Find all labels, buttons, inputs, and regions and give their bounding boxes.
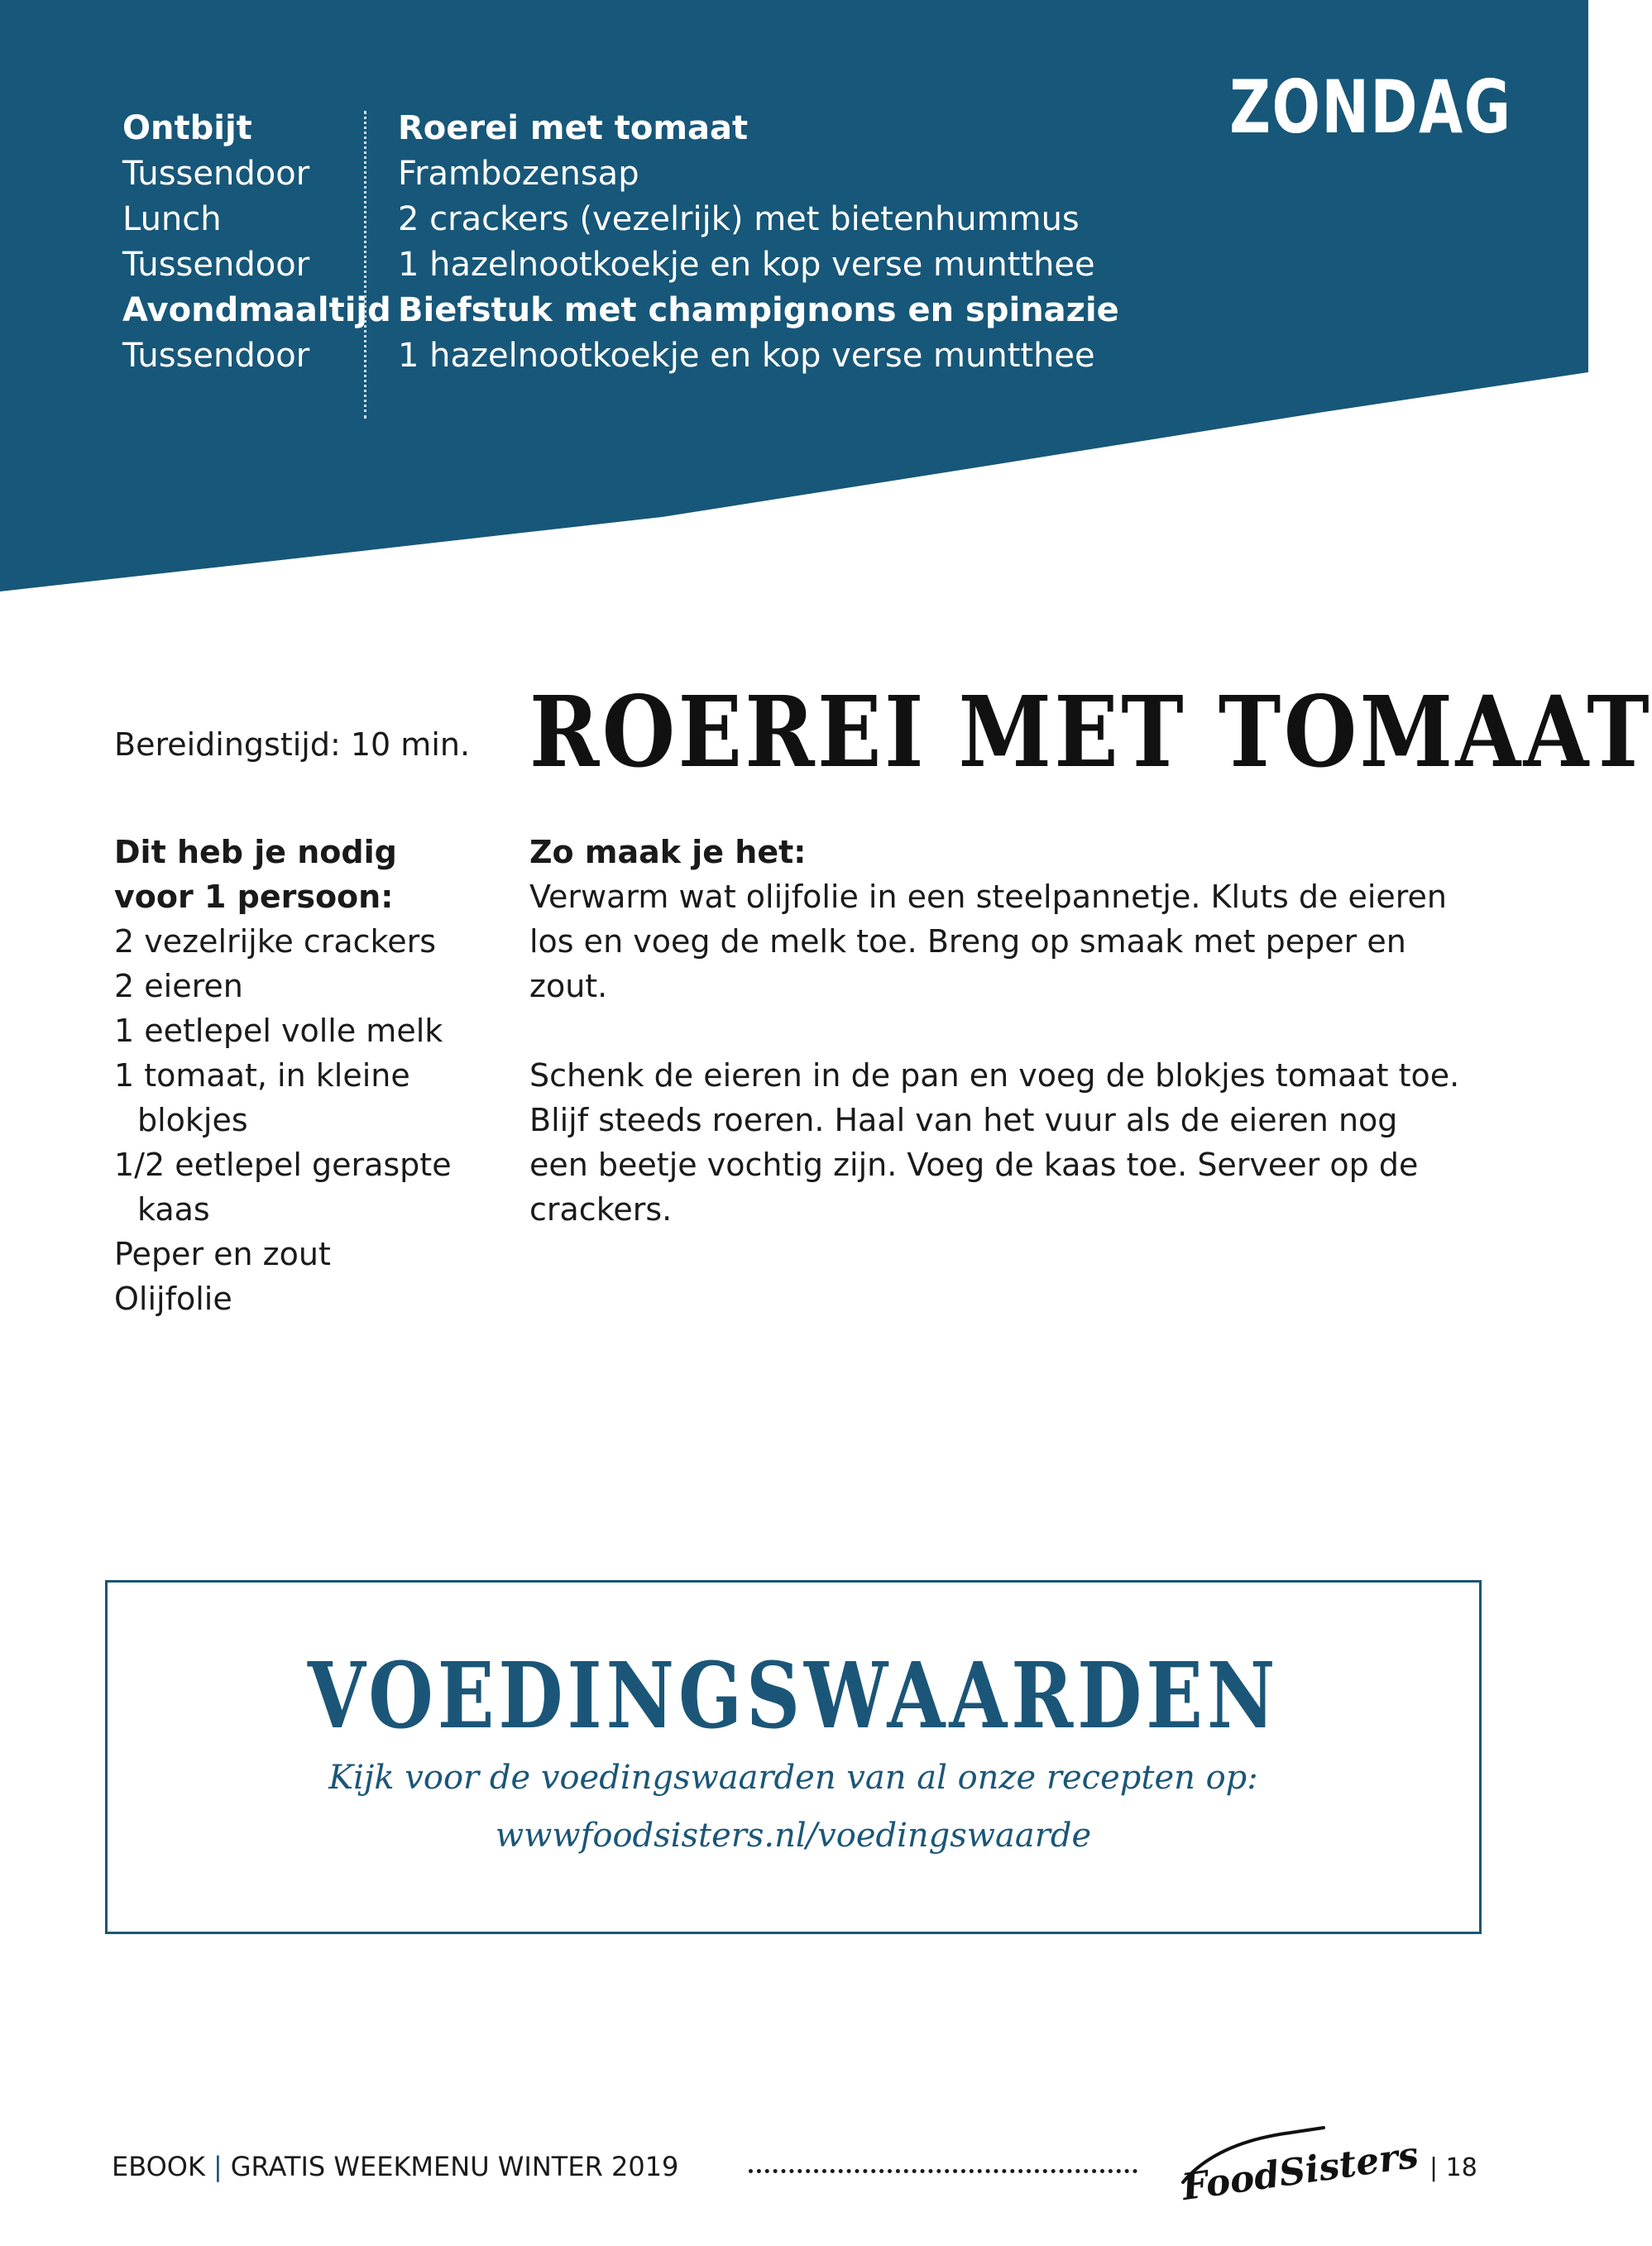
nutrition-link[interactable]: wwwfoodsisters.nl/voedingswaarde [495, 1817, 1092, 1855]
footer-title [112, 2151, 678, 2182]
meal-item: Roerei met tomaat [398, 109, 749, 147]
method-heading: Zo maak je het: [529, 834, 807, 870]
ingredient: 2 vezelrijke crackers [114, 923, 436, 960]
method-line: Blijf steeds roeren. Haal van het vuur als de eieren nog [529, 1102, 1398, 1138]
ingredient: 2 eieren [114, 968, 243, 1004]
ingredient: 1/2 eetlepel geraspte kaas [114, 1147, 452, 1228]
foodsisters-logo [1166, 2118, 1421, 2210]
prep-time: Bereidingstijd: 10 min. [114, 726, 471, 763]
nutrition-text: Kijk voor de voedingswaarden van al onze recepten op: [328, 1759, 1258, 1797]
meal-label: Tussendoor [122, 246, 310, 284]
ingredient: 1 eetlepel volle melk [114, 1013, 443, 1049]
ingredients-heading: Dit heb je nodig [114, 834, 397, 870]
nutrition-box [105, 1580, 1482, 1934]
meal-label: Lunch [122, 200, 222, 238]
ingredients-heading: voor 1 persoon: [114, 879, 394, 915]
meal-item: 1 hazelnootkoekje en kop verse muntthee [398, 246, 1095, 284]
ingredient: Peper en zout [114, 1236, 331, 1272]
ingredient: 1 tomaat, in kleine blokjes [114, 1057, 410, 1138]
footer-subtitle: GRATIS WEEKMENU WINTER 2019 [230, 2151, 679, 2182]
method-line: los en voeg de melk toe. Breng op smaak met peper en zout. [529, 923, 1406, 1004]
meal-item: Biefstuk met champignons en spinazie [398, 291, 1119, 329]
method-line: Verwarm wat olijfolie in een steelpannetje. Kluts de eieren [529, 879, 1448, 915]
method-line: een beetje vochtig zijn. Voeg de kaas toe. Serveer op de [529, 1147, 1419, 1183]
menu-divider [364, 111, 366, 419]
recipe-title: ROEREI MET TOMAAT [529, 674, 1652, 789]
meal-item: 1 hazelnootkoekje en kop verse muntthee [398, 337, 1095, 375]
page-number: | 18 [1429, 2153, 1477, 2182]
method-line: Schenk de eieren in de pan en voeg de blokjes tomaat toe. [529, 1057, 1460, 1094]
meal-label: Tussendoor [122, 155, 310, 193]
method-line: crackers. [529, 1191, 673, 1228]
nutrition-title: VOEDINGSWAARDEN [307, 1642, 1280, 1749]
meal-item: 2 crackers (vezelrijk) met bietenhummus [398, 200, 1080, 238]
ingredients-list [114, 830, 478, 1321]
meal-label: Ontbijt [122, 109, 252, 147]
meal-items [398, 106, 1142, 379]
method [529, 830, 1489, 1232]
meal-label: Tussendoor [122, 337, 310, 375]
footer-ebook: EBOOK [112, 2151, 205, 2182]
day-title: ZONDAG [1229, 65, 1512, 150]
footer-dotted-line [749, 2169, 1137, 2173]
svg-text:FoodSisters: FoodSisters [1179, 2133, 1421, 2210]
meal-item: Frambozensap [398, 155, 639, 193]
meal-label: Avondmaaltijd [122, 291, 391, 329]
ingredient: Olijfolie [114, 1281, 232, 1317]
footer-separator: | [213, 2151, 223, 2182]
meal-labels [122, 106, 391, 379]
